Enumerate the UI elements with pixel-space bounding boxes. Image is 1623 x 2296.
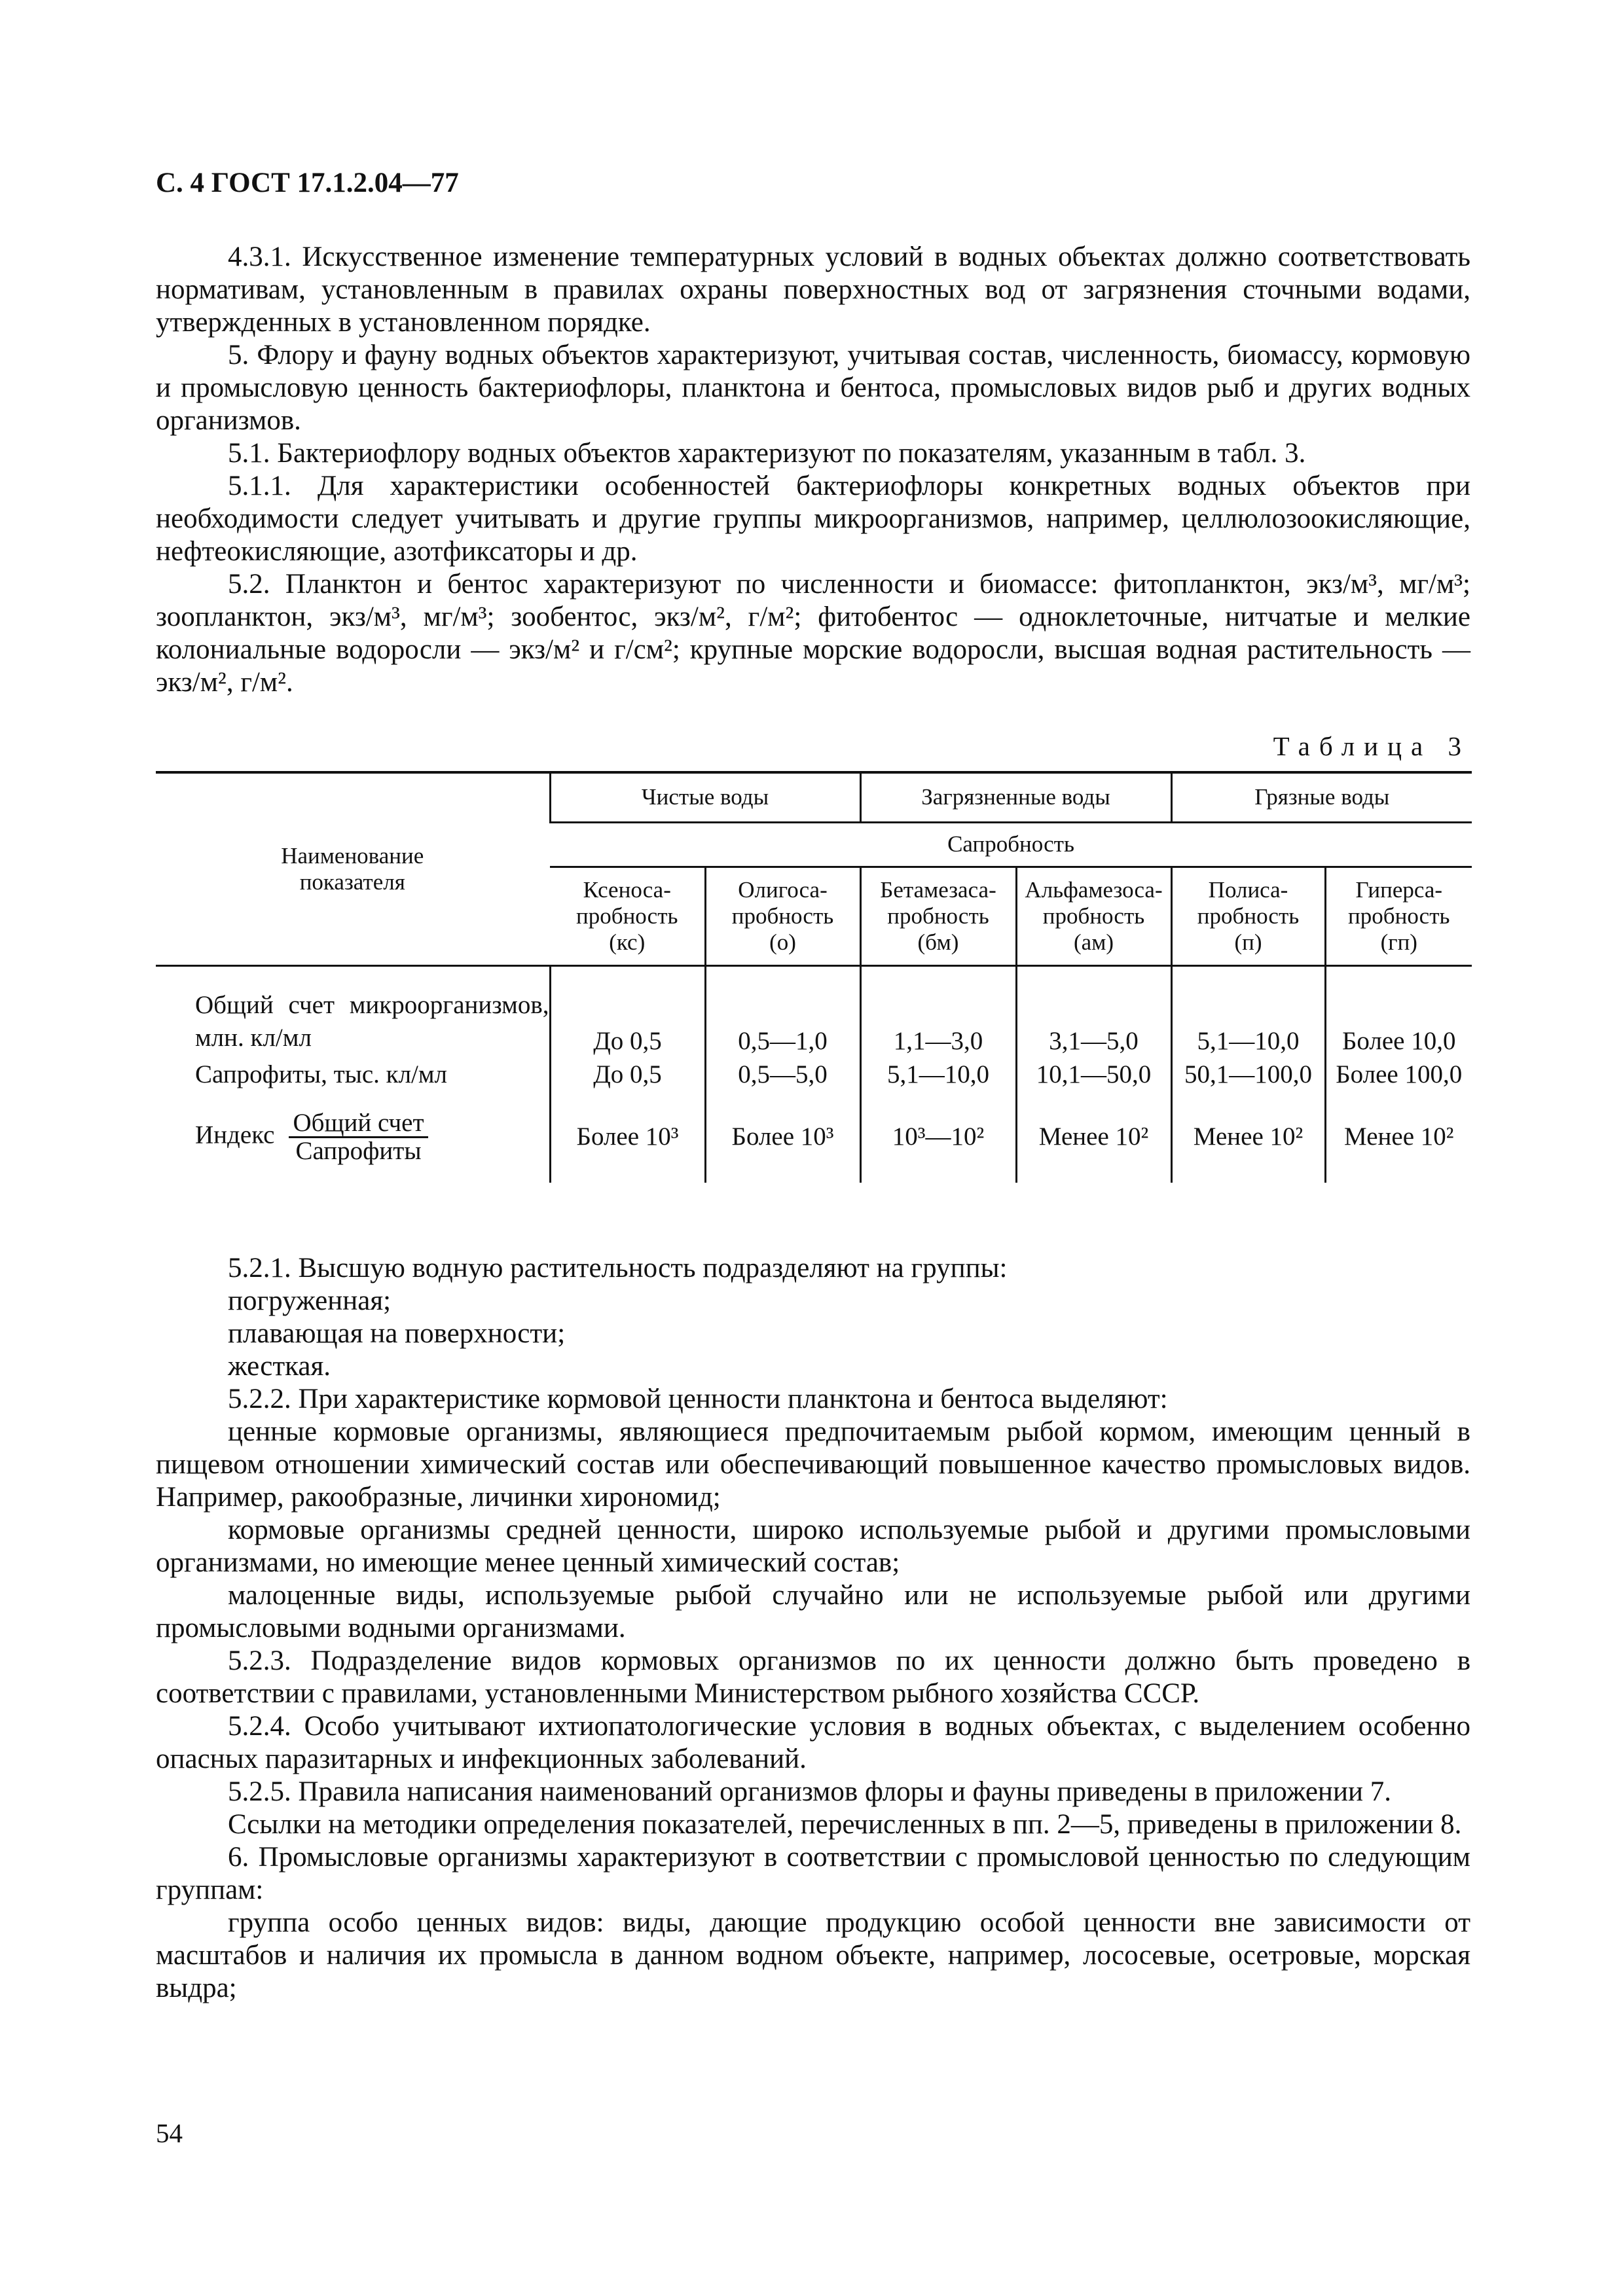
group-header: Чистые воды: [550, 772, 860, 822]
paragraph: жесткая.: [228, 1351, 331, 1382]
row-label: Общий счет микроорганизмов, млн. кл/мл: [195, 991, 549, 1052]
paragraph: 5.2.5. Правила написания наименований организмов флоры и фауны приведены в приложении 7.: [228, 1776, 1391, 1807]
paragraph: малоценные виды, используемые рыбой случайно или не используемые рыбой или другими промысловыми водными организмами.: [156, 1580, 1470, 1643]
table-caption: Таблица 3: [1273, 731, 1470, 761]
column-header: Олигоса- пробность (о): [705, 867, 860, 965]
column-header: Гиперса- пробность (гп): [1325, 867, 1472, 965]
index-fraction: [289, 1110, 428, 1164]
table-row: [156, 1058, 1472, 1091]
table-cell: 5,1—10,0: [1171, 965, 1325, 1058]
table-cell: 50,1—100,0: [1171, 1058, 1325, 1091]
table-cell: До 0,5: [550, 1058, 705, 1091]
top-text: [156, 241, 1470, 699]
paragraph: 5.2. Планктон и бентос характеризуют по численности и биомассе: фитопланктон, экз/м³, мг/м³; зоопланктон, экз/м³, мг/м³; зообентос, экз/м², г/м²; фитобентос — одноклеточные, нитчатые и мелкие колониальные водоросли — экз/м² и г/см²; крупные морские водоросли, высшая водная растительность — экз/м², г/м².: [156, 569, 1470, 698]
paragraph: ценные кормовые организмы, являющиеся предпочитаемым рыбой кормом, имеющим ценный в пищевом отношении химический состав или обеспечивающий повышенное качество промысловых видов. Например, ракообразные, личинки хирономид;: [156, 1416, 1470, 1513]
table-cell: Менее 10²: [1325, 1091, 1472, 1183]
table-cell: 5,1—10,0: [860, 1058, 1016, 1091]
table-cell: 3,1—5,0: [1016, 965, 1171, 1058]
column-header: Полиса- пробность (п): [1171, 867, 1325, 965]
paragraph: 5. Флору и фауну водных объектов характеризуют, учитывая состав, численность, биомассу, кормовую и промысловую ценность бактериофлоры, планктона и бентоса, промысловых видов рыб и других водных организмов.: [156, 340, 1470, 436]
page-header: С. 4 ГОСТ 17.1.2.04—77: [156, 168, 459, 198]
paragraph: плавающая на поверхности;: [228, 1318, 566, 1349]
table-cell: 0,5—5,0: [705, 1058, 860, 1091]
index-row: [156, 1091, 1472, 1183]
paragraph: 6. Промысловые организмы характеризуют в соответствии с промысловой ценностью по следующим группам:: [156, 1842, 1470, 1905]
table-cell: Более 10³: [705, 1091, 860, 1183]
paragraph: кормовые организмы средней ценности, широко используемые рыбой и другими промысловыми организмами, но имеющие менее ценный химический состав;: [156, 1515, 1470, 1578]
paragraph: погруженная;: [228, 1285, 392, 1316]
group-header: Загрязненные воды: [860, 772, 1171, 822]
table-cell: До 0,5: [550, 965, 705, 1058]
paragraph: 5.2.1. Высшую водную растительность подразделяют на группы:: [228, 1253, 1008, 1283]
paragraph: группа особо ценных видов: виды, дающие продукцию особой ценности вне зависимости от масштабов и наличия их промысла в данном водном объекте, например, лососевые, осетровые, морская выдра;: [156, 1907, 1470, 2003]
column-header: Альфамезоса- пробность (ам): [1016, 867, 1171, 965]
paragraph: 5.1. Бактериофлору водных объектов характеризуют по показателям, указанным в табл. 3.: [228, 438, 1306, 469]
table-cell: 10,1—50,0: [1016, 1058, 1171, 1091]
fraction-denominator: Сапрофиты: [295, 1136, 422, 1165]
table-cell: Более 10,0: [1325, 965, 1472, 1058]
table-cell: Более 10³: [550, 1091, 705, 1183]
paragraph: 4.3.1. Искусственное изменение температурных условий в водных объектах должно соответствовать нормативам, установленным в правилах охраны поверхностных вод от загрязнения сточными водами, утвержденных в установленном порядке.: [156, 242, 1470, 338]
table-cell: 1,1—3,0: [860, 965, 1016, 1058]
bottom-text: [156, 1252, 1470, 2005]
column-header: Ксеноса- пробность (кс): [550, 867, 705, 965]
fraction-numerator: Общий счет: [289, 1110, 428, 1138]
column-header: Бетамезаса- пробность (бм): [860, 867, 1016, 965]
saprobity-header: Сапробность: [550, 822, 1472, 867]
page-number: 54: [156, 2118, 183, 2148]
table-cell: Менее 10²: [1016, 1091, 1171, 1183]
index-label: Индекс: [195, 1120, 275, 1149]
row-label: Сапрофиты, тыс. кл/мл: [195, 1060, 448, 1088]
group-header: Грязные воды: [1171, 772, 1472, 822]
table-cell: Менее 10²: [1171, 1091, 1325, 1183]
table-row: [156, 965, 1472, 1058]
table-3: [156, 771, 1472, 1183]
paragraph: Ссылки на методики определения показателей, перечисленных в пп. 2—5, приведены в приложении 8.: [228, 1809, 1462, 1840]
paragraph: 5.2.2. При характеристике кормовой ценности планктона и бентоса выделяют:: [228, 1384, 1168, 1414]
table-cell: Более 100,0: [1325, 1058, 1472, 1091]
index-label-cell: [156, 1091, 550, 1183]
name-header: Наименование показателя: [156, 772, 550, 965]
table-cell: 0,5—1,0: [705, 965, 860, 1058]
paragraph: 5.2.3. Подразделение видов кормовых организмов по их ценности должно быть проведено в соответствии с правилами, установленными Министерством рыбного хозяйства СССР.: [156, 1645, 1470, 1709]
table-cell: 10³—10²: [860, 1091, 1016, 1183]
paragraph: 5.2.4. Особо учитывают ихтиопатологические условия в водных объектах, с выделением особенно опасных паразитарных и инфекционных заболеваний.: [156, 1711, 1470, 1774]
paragraph: 5.1.1. Для характеристики особенностей бактериофлоры конкретных водных объектов при необходимости следует учитывать и другие группы микроорганизмов, например, целлюлозоокисляющие, нефтеокисляющие, азотфиксаторы и др.: [156, 471, 1470, 567]
